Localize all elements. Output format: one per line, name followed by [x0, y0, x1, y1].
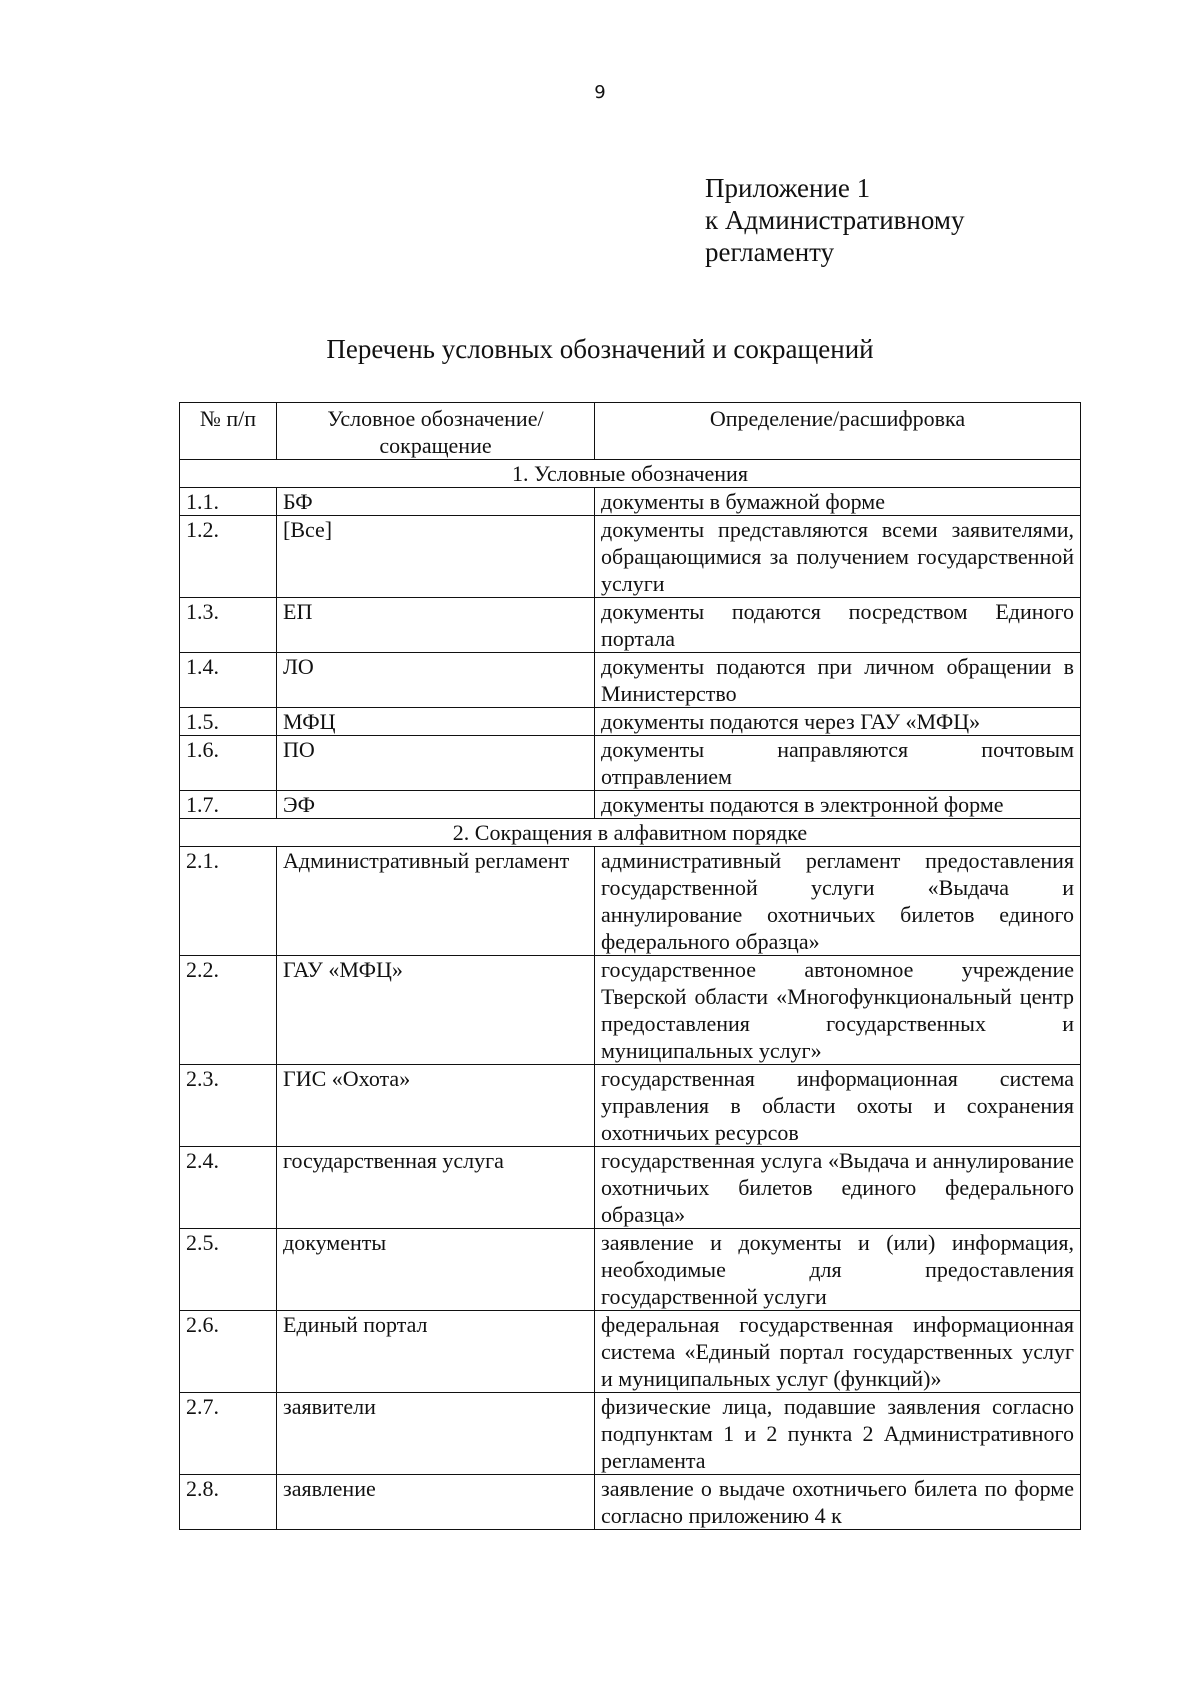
section-header-row [180, 460, 1081, 488]
row-term: ГИС «Охота» [277, 1065, 595, 1147]
appendix-note [705, 172, 964, 268]
table-header-row [180, 403, 1081, 460]
row-definition: документы подаются при личном обращении в Министерство [595, 653, 1081, 708]
table-row [180, 1065, 1081, 1147]
row-term: Административный регламент [277, 847, 595, 956]
row-term: ЭФ [277, 791, 595, 819]
row-term: ГАУ «МФЦ» [277, 956, 595, 1065]
document-title: Перечень условных обозначений и сокращений [326, 334, 874, 364]
row-definition: документы подаются через ГАУ «МФЦ» [595, 708, 1081, 736]
appendix-line-2: к Административному [705, 205, 965, 235]
row-definition: государственная информационная система управления в области охоты и сохранения охотничьих ресурсов [595, 1065, 1081, 1147]
row-term: [Все] [277, 516, 595, 598]
row-term: заявление [277, 1475, 595, 1530]
row-number: 1.3. [180, 598, 277, 653]
row-number: 1.1. [180, 488, 277, 516]
row-number: 2.1. [180, 847, 277, 956]
table-row [180, 708, 1081, 736]
table-row [180, 1229, 1081, 1311]
row-definition: документы представляются всеми заявителями, обращающимися за получением государственной услуги [595, 516, 1081, 598]
table-row [180, 791, 1081, 819]
row-number: 2.8. [180, 1475, 277, 1530]
row-term: государственная услуга [277, 1147, 595, 1229]
row-definition: документы подаются посредством Единого портала [595, 598, 1081, 653]
row-definition: федеральная государственная информационная система «Единый портал государственных услуг и муниципальных услуг (функций)» [595, 1311, 1081, 1393]
row-number: 1.5. [180, 708, 277, 736]
table-row [180, 1147, 1081, 1229]
section-1-title: 1. Условные обозначения [180, 460, 1081, 488]
table-row [180, 1475, 1081, 1530]
row-number: 1.6. [180, 736, 277, 791]
appendix-line-1: Приложение 1 [705, 173, 871, 203]
row-number: 2.6. [180, 1311, 277, 1393]
row-number: 1.4. [180, 653, 277, 708]
table-row [180, 956, 1081, 1065]
row-term: Единый портал [277, 1311, 595, 1393]
appendix-line-3: регламенту [705, 237, 835, 267]
header-number: № п/п [180, 403, 277, 460]
row-term: документы [277, 1229, 595, 1311]
row-definition: государственное автономное учреждение Тверской области «Многофункциональный центр предоставления государственных и муниципальных услуг» [595, 956, 1081, 1065]
row-number: 1.7. [180, 791, 277, 819]
row-number: 2.3. [180, 1065, 277, 1147]
row-term: ПО [277, 736, 595, 791]
header-definition: Определение/расшифровка [595, 403, 1081, 460]
row-number: 2.2. [180, 956, 277, 1065]
row-term: БФ [277, 488, 595, 516]
row-number: 2.4. [180, 1147, 277, 1229]
table-row [180, 1393, 1081, 1475]
table-row [180, 736, 1081, 791]
table-row [180, 847, 1081, 956]
row-definition: государственная услуга «Выдача и аннулирование охотничьих билетов единого федерального образца» [595, 1147, 1081, 1229]
row-definition: заявление и документы и (или) информация, необходимые для предоставления государственной услуги [595, 1229, 1081, 1311]
row-number: 2.7. [180, 1393, 277, 1475]
table-row [180, 516, 1081, 598]
table-row [180, 488, 1081, 516]
row-definition: административный регламент предоставления государственной услуги «Выдача и аннулирование охотничьих билетов единого федерального образца» [595, 847, 1081, 956]
section-header-row [180, 819, 1081, 847]
page-number: 9 [594, 82, 606, 103]
row-term: ЛО [277, 653, 595, 708]
section-2-title: 2. Сокращения в алфавитном порядке [180, 819, 1081, 847]
table-row [180, 653, 1081, 708]
row-definition: документы подаются в электронной форме [595, 791, 1081, 819]
abbreviations-table [179, 402, 1081, 1530]
table-row [180, 598, 1081, 653]
row-definition: документы в бумажной форме [595, 488, 1081, 516]
row-definition: физические лица, подавшие заявления согласно подпунктам 1 и 2 пункта 2 Административного регламента [595, 1393, 1081, 1475]
row-number: 1.2. [180, 516, 277, 598]
row-term: заявители [277, 1393, 595, 1475]
row-definition: заявление о выдаче охотничьего билета по форме согласно приложению 4 к [595, 1475, 1081, 1530]
row-definition: документы направляются почтовым отправлением [595, 736, 1081, 791]
row-term: ЕП [277, 598, 595, 653]
row-term: МФЦ [277, 708, 595, 736]
header-term: Условное обозначение/сокращение [277, 403, 595, 460]
table-row [180, 1311, 1081, 1393]
row-number: 2.5. [180, 1229, 277, 1311]
